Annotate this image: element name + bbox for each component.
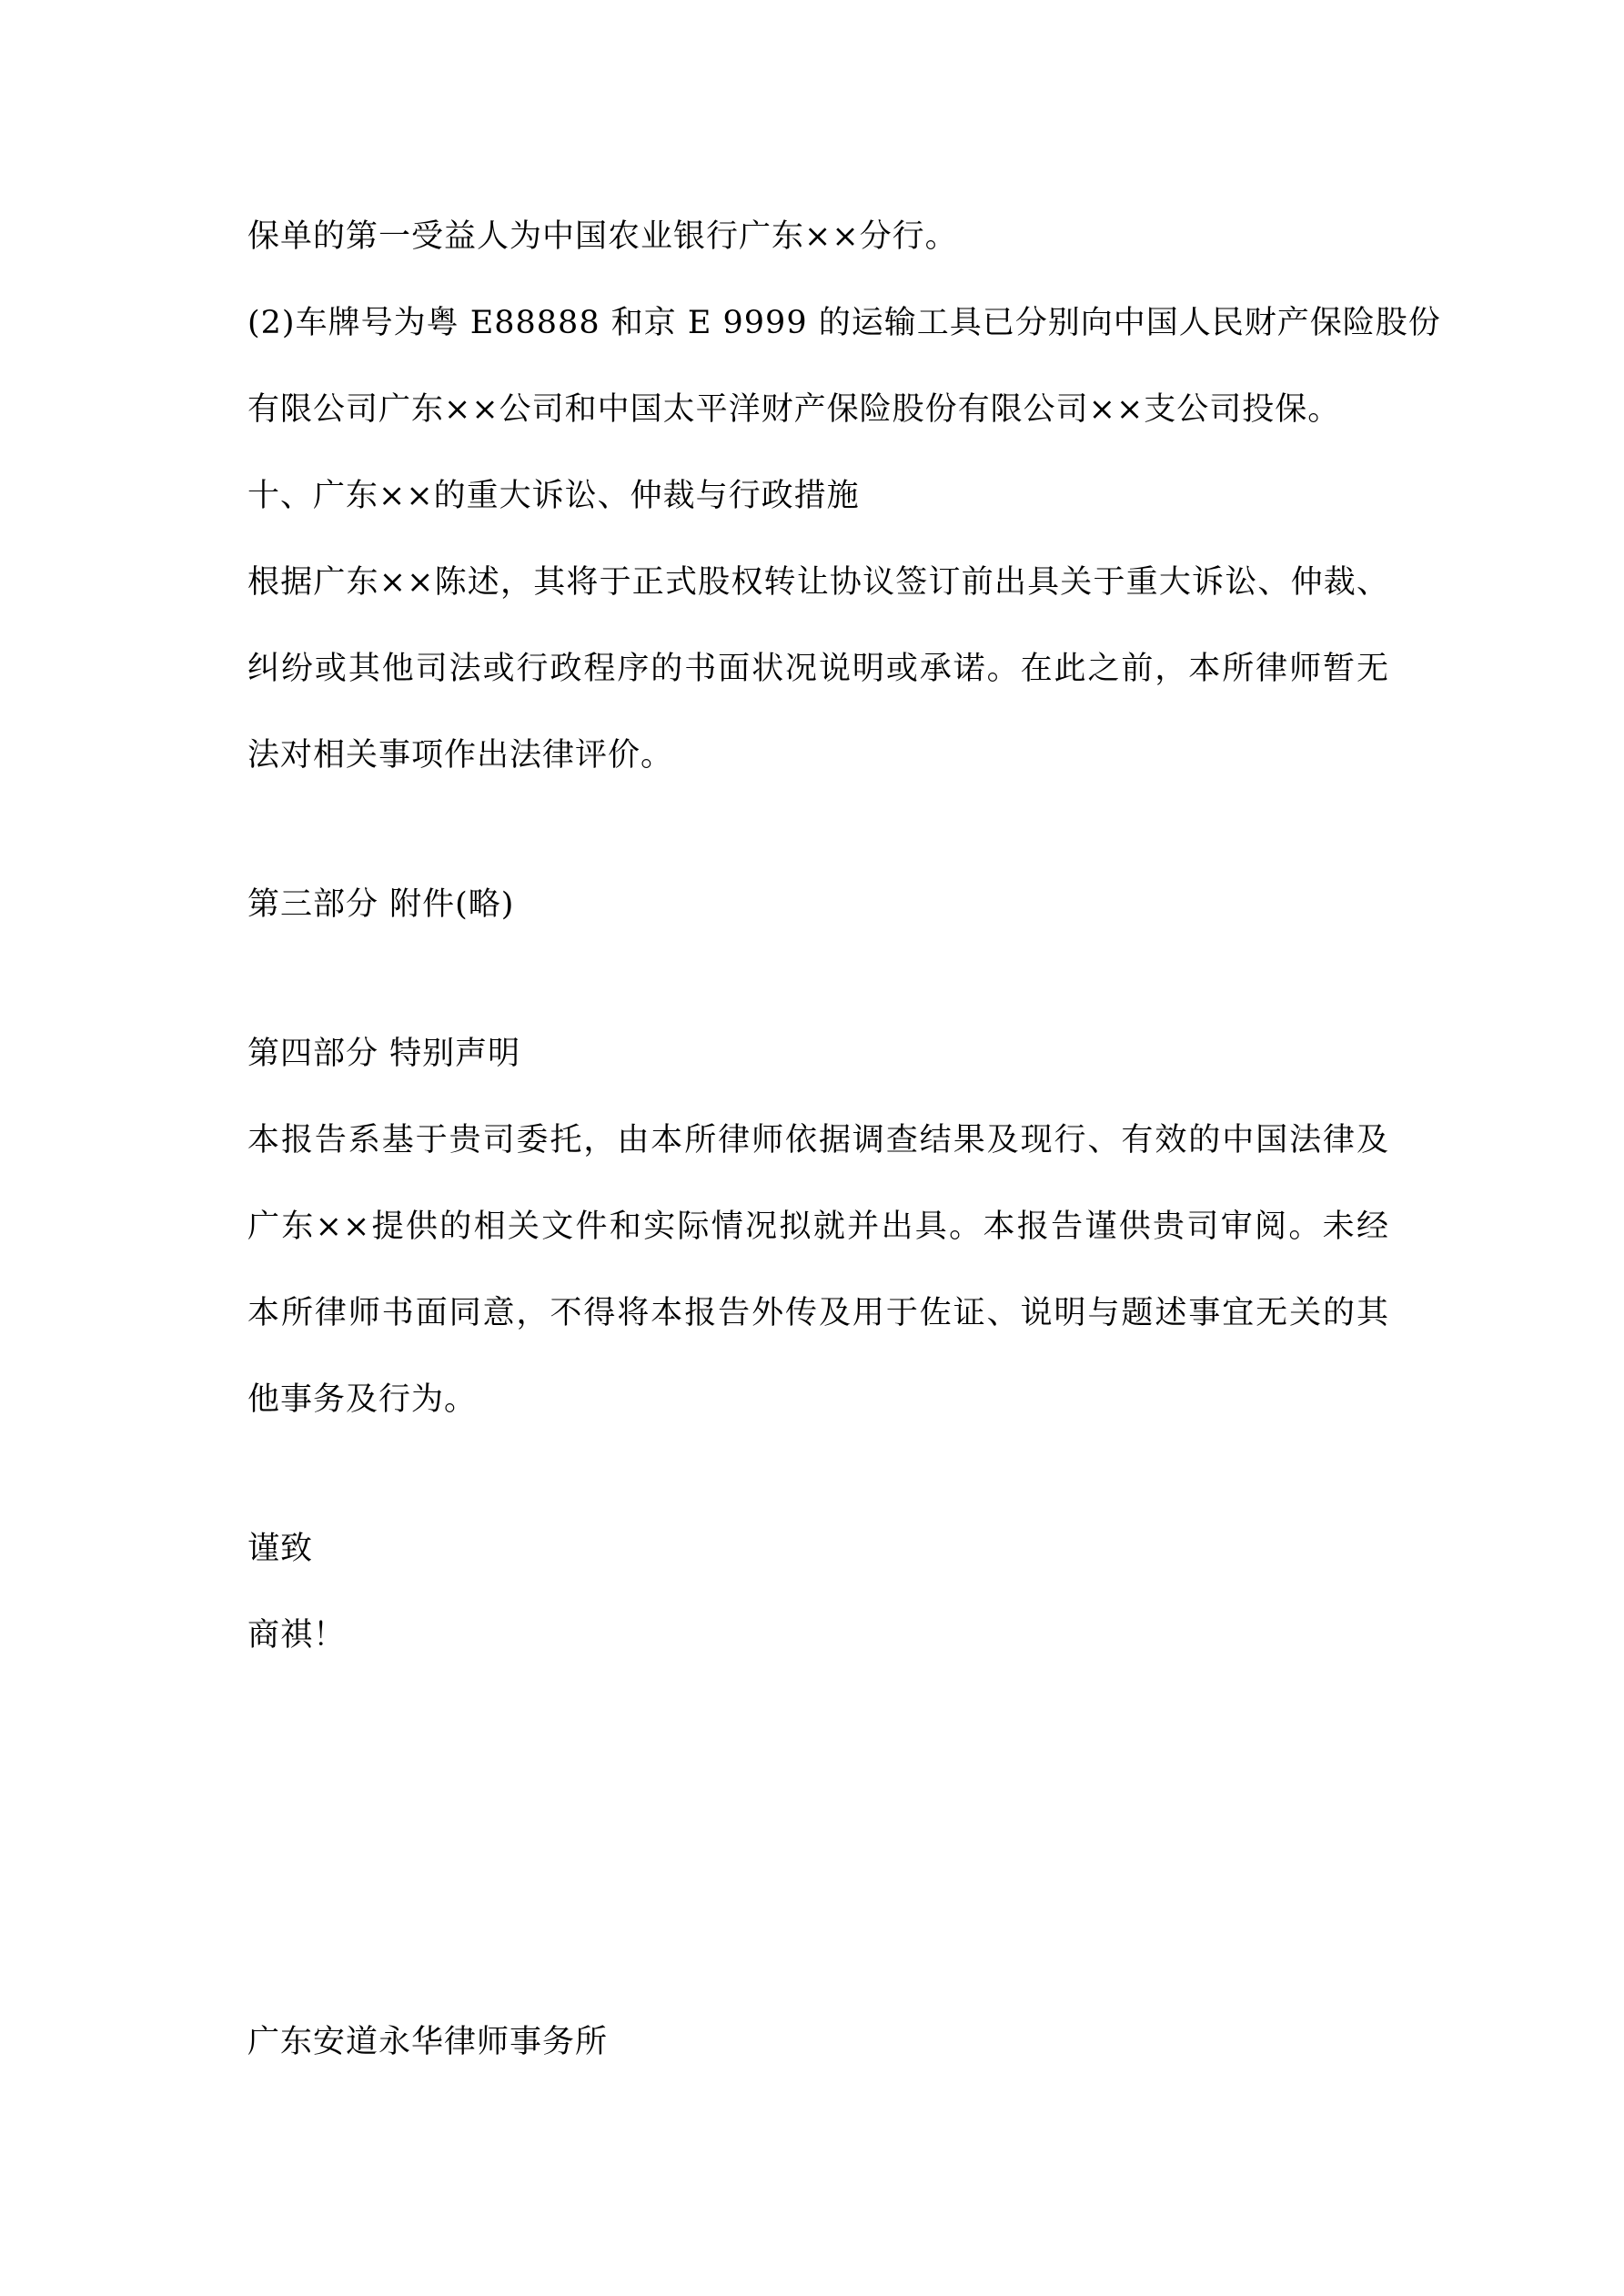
closing-salutation: 商祺！ xyxy=(247,1617,347,1654)
paragraph-line: 法对相关事项作出法律评价。 xyxy=(247,737,674,774)
paragraph-line: 有限公司广东××公司和中国太平洋财产保险股份有限公司××支公司投保。 xyxy=(247,391,1341,428)
paragraph-line: 广东××提供的相关文件和实际情况拟就并出具。本报告谨供贵司审阅。未经 xyxy=(247,1209,1389,1245)
paragraph-line: 根据广东××陈述，其将于正式股权转让协议签订前出具关于重大诉讼、仲裁、 xyxy=(247,564,1389,601)
paragraph-line: 本报告系基于贵司委托，由本所律师依据调查结果及现行、有效的中国法律及 xyxy=(247,1122,1389,1158)
signature-firm-name: 广东安道永华律师事务所 xyxy=(247,2024,609,2060)
paragraph-line: (2)车牌号为粤 E88888 和京 E 9999 的运输工具已分别向中国人民财产保险股份 xyxy=(247,305,1441,341)
part-heading: 第三部分 附件(略) xyxy=(247,886,515,923)
paragraph-line: 保单的第一受益人为中国农业银行广东××分行。 xyxy=(247,218,958,255)
paragraph-line: 本所律师书面同意，不得将本报告外传及用于佐证、说明与题述事宜无关的其 xyxy=(247,1295,1389,1331)
section-heading: 十、广东××的重大诉讼、仲裁与行政措施 xyxy=(247,478,860,514)
closing-salutation: 谨致 xyxy=(247,1531,314,1567)
paragraph-line: 纠纷或其他司法或行政程序的书面状况说明或承诺。在此之前，本所律师暂无 xyxy=(247,651,1389,687)
paragraph-line: 他事务及行为。 xyxy=(247,1381,478,1418)
part-heading: 第四部分 特别声明 xyxy=(247,1036,521,1072)
